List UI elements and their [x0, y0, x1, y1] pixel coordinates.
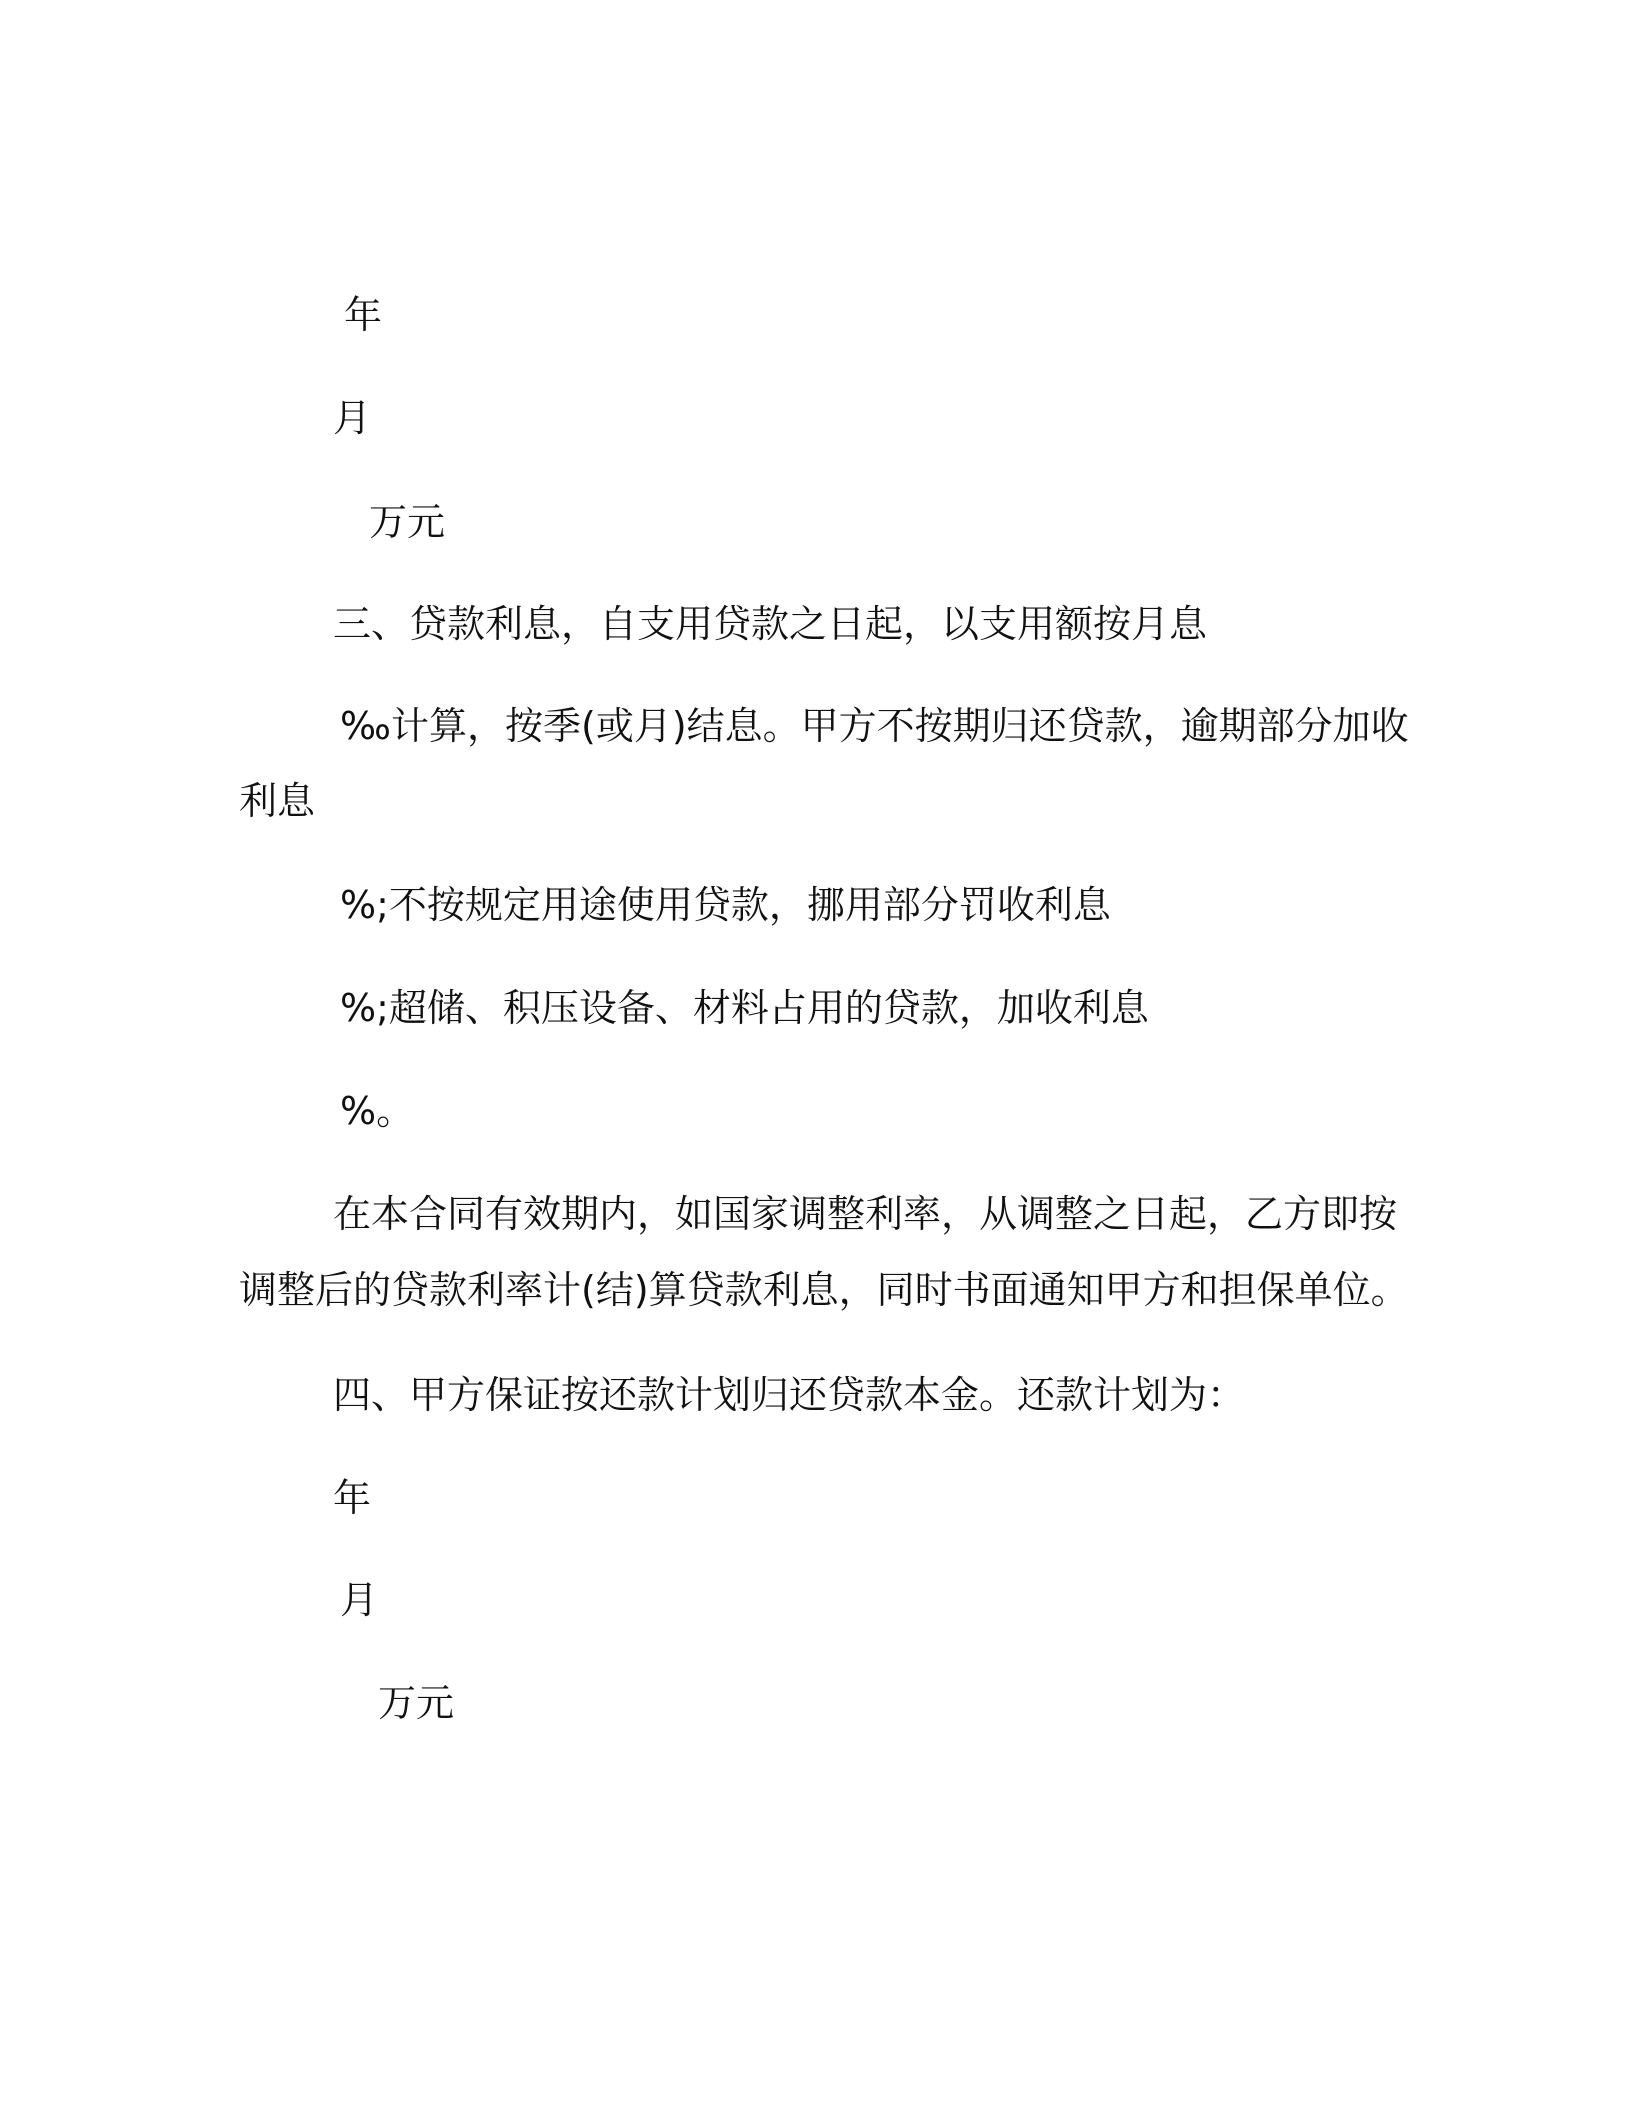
- rate-adjust-para-2: 调整后的贷款利率计(结)算贷款利息，同时书面通知甲方和担保单位。: [239, 1268, 1409, 1312]
- clause-3-line-4: %;不按规定用途使用贷款，挪用部分罚收利息: [340, 883, 1111, 927]
- month-label-1: 月: [333, 396, 372, 440]
- clause-3-heading: 三、贷款利息，自支用贷款之日起，以支用额按月息: [333, 602, 1208, 646]
- clause-3-line-3: 利息: [239, 779, 316, 823]
- year-label-2: 年: [333, 1476, 372, 1520]
- clause-3-line-5: %;超储、积压设备、材料占用的贷款，加收利息: [340, 986, 1149, 1030]
- amount-label-2: 万元: [378, 1681, 455, 1725]
- amount-label-1: 万元: [369, 500, 446, 544]
- clause-3-line-6: %。: [340, 1089, 415, 1133]
- year-label-1: 年: [344, 293, 383, 337]
- rate-adjust-para-1: 在本合同有效期内，如国家调整利率，从调整之日起，乙方即按: [333, 1192, 1398, 1236]
- clause-4-heading: 四、甲方保证按还款计划归还贷款本金。还款计划为：: [333, 1373, 1246, 1417]
- clause-3-line-2: ‰计算，按季(或月)结息。甲方不按期归还贷款，逾期部分加收: [340, 704, 1409, 748]
- month-label-2: 月: [340, 1578, 379, 1622]
